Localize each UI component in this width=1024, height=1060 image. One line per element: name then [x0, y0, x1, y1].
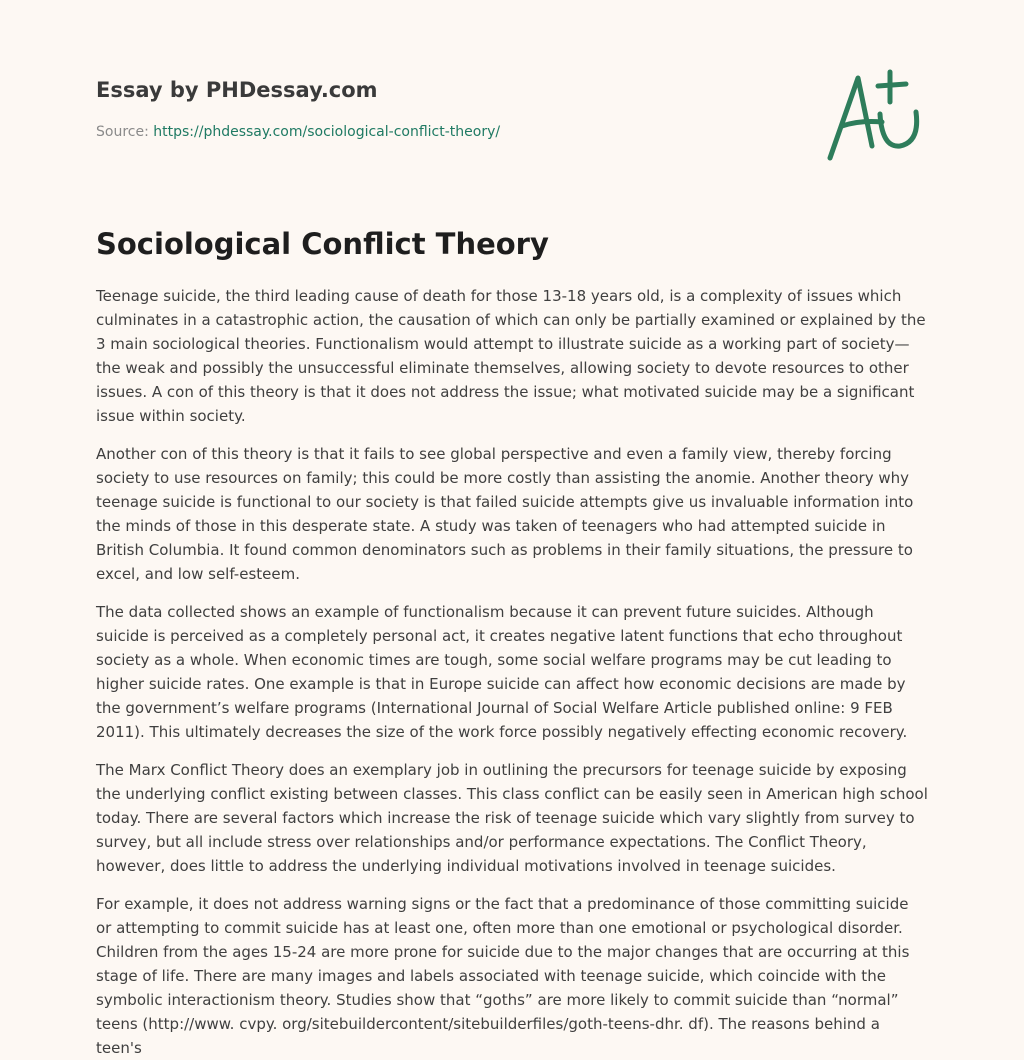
essay-paragraph: The Marx Conflict Theory does an exemplary job in outlining the precursors for teenage suicide by exposing the underlying conflict existing between classes. This class conflict can be easily seen in American high school today. There are several factors which increase the risk of teenage suicide which vary slightly from survey to survey, but all include stress over relationships and/or performance expectations. The Conflict Theory, however, does little to address the underlying individual motivations involved in teenage suicides. [96, 761, 928, 875]
source-link[interactable]: https://phdessay.com/sociological-conflict-theory/ [153, 124, 501, 140]
essay-paragraph: The data collected shows an example of functionalism because it can prevent future suicides. Although suicide is perceived as a completely personal act, it creates negative latent functions that echo throughout society as a whole. When economic times are tough, some social welfare programs may be cut leading to higher suicide rates. One example is that in Europe suicide can affect how economic decisions are made by the government’s welfare programs (International Journal of Social Welfare Article published online: 9 FEB 2011). This ultimately decreases the size of the work force possibly negatively effecting economic recovery. [96, 603, 908, 741]
site-title: Essay by PHDessay.com [96, 78, 378, 102]
essay-paragraph: Another con of this theory is that it fails to see global perspective and even a family view, thereby forcing society to use resources on family; this could be more costly than assisting the anomie. Another theory why teenage suicide is functional to our society is that failed suicide attempts give us invaluable information into the minds of those in this desperate state. A study was taken of teenagers who had attempted suicide in British Columbia. It found common denominators such as problems in their family situations, the pressure to excel, and low self-esteem. [96, 445, 914, 583]
a-plus-logo-icon [820, 66, 930, 166]
essay-title: Sociological Conflict Theory [96, 227, 549, 261]
source-label: Source: [96, 124, 149, 140]
source-line [96, 122, 500, 142]
essay-paragraph: For example, it does not address warning signs or the fact that a predominance of those committing suicide or attempting to commit suicide has at least one, often more than one emotional or psychological disorder. Children from the ages 15-24 are more prone for suicide due to the major changes that are occurring at this stage of life. There are many images and labels associated with teenage suicide, which coincide with the symbolic interactionism theory. Studies show that “goths” are more likely to commit suicide than “normal” teens (http://www. cvpy. org/sitebuildercontent/sitebuilderfiles/goth-teens-dhr. df). The reasons behind a teen's [96, 895, 910, 1057]
page-header [96, 76, 500, 142]
essay-body [96, 284, 928, 1060]
essay-paragraph: Teenage suicide, the third leading cause of death for those 13-18 years old, is a complexity of issues which culminates in a catastrophic action, the causation of which can only be partially examined or explained by the 3 main sociological theories. Functionalism would attempt to illustrate suicide as a working part of society—the weak and possibly the unsuccessful eliminate themselves, allowing society to devote resources to other issues. A con of this theory is that it does not address the issue; what motivated suicide may be a significant issue within society. [96, 287, 926, 425]
